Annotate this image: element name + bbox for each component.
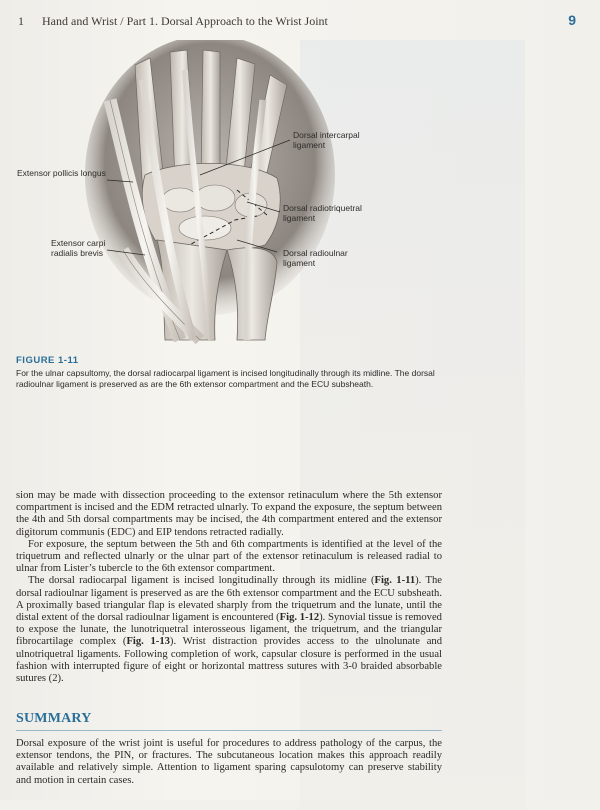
paragraph-1: sion may be made with dissection proceeding to the extensor retinaculum where the 5th extensor compartment is incised and the EDM retracted ulnarly. To expand the exposure, the septum between the 4th and 5th dorsal compartments may be incised, the 4th compartment entered and the extensor digitorum communis (EDC) and EIP tendons retracted radially. — [16, 490, 442, 538]
chapter-number: 1 — [18, 14, 24, 28]
page-number: 9 — [568, 12, 576, 28]
figure-1-11 — [15, 40, 455, 350]
label-dorsal-radioulnar-ligament: Dorsal radioulnar ligament — [283, 248, 348, 268]
running-header — [16, 10, 576, 32]
body-text — [16, 490, 442, 685]
paragraph-3: The dorsal radiocarpal ligament is incised longitudinally through its midline (Fig. 1-11). The dorsal radioulnar ligament is preserved as are the 6th extensor compartment and the ECU subsheath. A proximally based triangular flap is elevated sharply from the triquetrum and the lunate, until the distal extent of the dorsal radioulnar ligament is encountered (Fig. 1-12). Synovial tissue is removed to expose the lunate, the lunotriquetral interosseous ligament, the triquetrum, and the triangular fibrocartilage complex (Fig. 1-13). Wrist distraction provides access to the ulnolunate and ulnotriquetral ligaments. Following completion of work, capsular closure is performed in the usual fashion with interrupted figure of eight or horizontal mattress sutures with 3-0 braided absorbable sutures (2). — [16, 575, 442, 685]
label-dorsal-radiotriquetral-ligament: Dorsal radiotriquetral ligament — [283, 203, 362, 223]
running-title: Hand and Wrist / Part 1. Dorsal Approach to the Wrist Joint — [42, 14, 328, 28]
figure-reference-1-13: Fig. 1-13 — [126, 636, 170, 648]
figure-reference-1-12: Fig. 1-12 — [279, 612, 320, 624]
summary-heading: SUMMARY — [16, 711, 92, 726]
figure-caption-text: For the ulnar capsultomy, the dorsal radiocarpal ligament is incised longitudinally through its midline. The dorsal radioulnar ligament is preserved as are the 6th extensor compartment and the ECU subsheath. — [16, 368, 435, 389]
summary-text: Dorsal exposure of the wrist joint is useful for procedures to address pathology of the carpus, the extensor tendons, the PIN, or fractures. The subcutaneous location makes this approach readily available and relatively simple. Attention to ligament sparing capsulotomy can preserve stability and motion in certain cases. — [16, 738, 442, 786]
label-dorsal-intercarpal-ligament: Dorsal intercarpal ligament — [293, 130, 360, 150]
summary-divider — [16, 730, 442, 731]
paragraph-2: For exposure, the septum between the 5th and 6th compartments is identified at the level of the triquetrum and reflected ulnarly or the ulnar part of the extensor retinaculum is released radial to ulnar from Lister’s tubercle to the 6th extensor compartment. — [16, 538, 442, 575]
figure-caption-title: FIGURE 1-11 — [16, 355, 79, 366]
figure-reference-1-11: Fig. 1-11 — [374, 575, 416, 587]
label-extensor-pollicis-longus: Extensor pollicis longus — [17, 168, 106, 178]
label-extensor-carpi-radialis-brevis: Extensor carpi radialis brevis — [51, 238, 106, 258]
wrist-anatomy-illustration — [15, 40, 455, 350]
